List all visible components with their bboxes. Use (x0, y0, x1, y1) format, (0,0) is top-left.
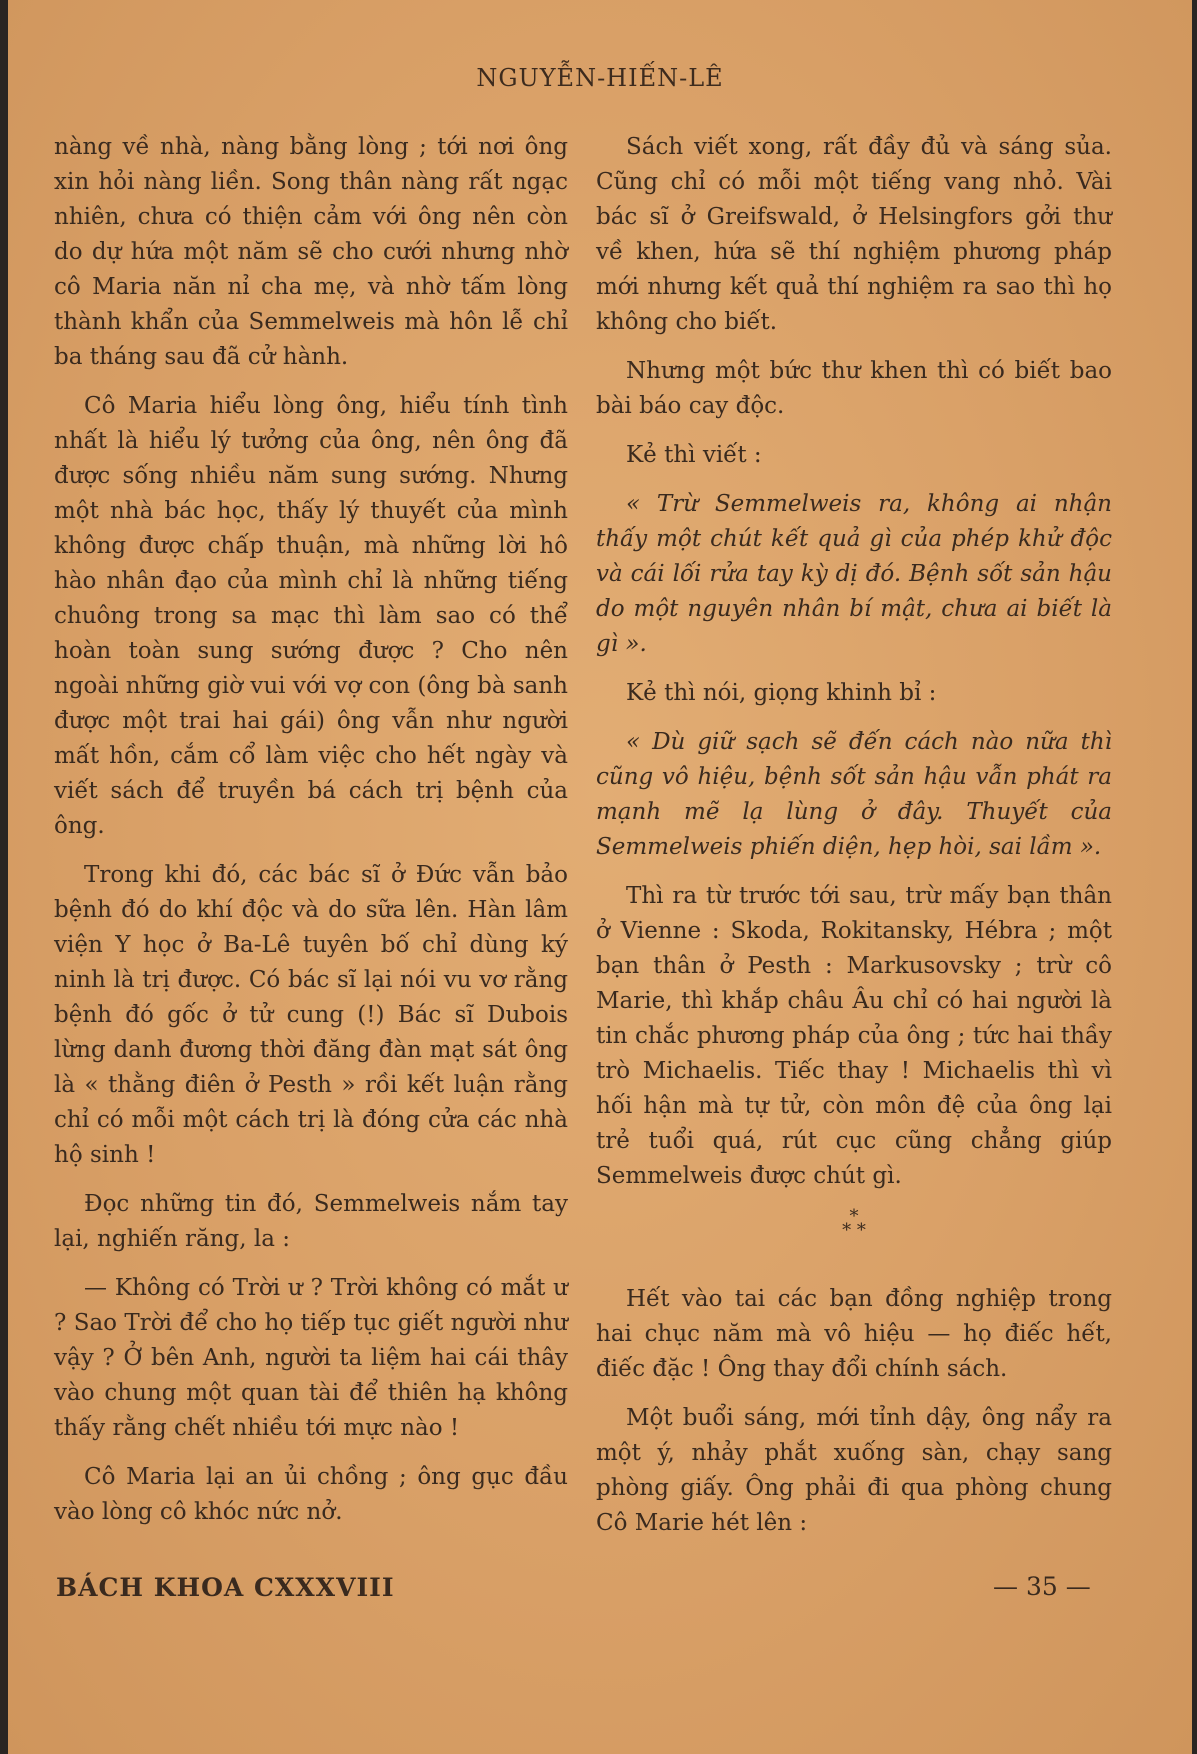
running-header: NGUYỄN-HIẾN-LÊ (476, 64, 724, 92)
paragraph: — Không có Trời ư ? Trời không có mắt ư ? Sao Trời để cho họ tiếp tục giết người như vậy ? Ở bên Anh, người ta liệm hai cái thây vào chung một quan tài để thiên hạ không thấy rằng chết nhiều tới mực nào ! (54, 1275, 568, 1441)
paragraph: Kẻ thì nói, giọng khinh bỉ : (626, 680, 937, 706)
paragraph: Thì ra từ trước tới sau, trừ mấy bạn thân ở Vienne : Skoda, Rokitansky, Hébra ; một bạn thân ở Pesth : Markusovsky ; trừ cô Marie, thì khắp châu Âu chỉ có hai người là tin chắc phương pháp của ông ; tức hai thầy trò Michaelis. Tiếc thay ! Michaelis thì vì hối hận mà tự tử, còn môn đệ của ông lại trẻ tuổi quá, rút cục cũng chẳng giúp Semmelweis được chút gì. (596, 883, 1112, 1189)
paragraph: Một buổi sáng, mới tỉnh dậy, ông nẩy ra một ý, nhảy phắt xuống sàn, chạy sang phòng giấy. Ông phải đi qua phòng chung Cô Marie hét lên : (596, 1405, 1112, 1536)
asterisk-left: * (842, 1220, 852, 1241)
paragraph: Nhưng một bức thư khen thì có biết bao bài báo cay độc. (596, 358, 1112, 419)
magazine-page (8, 0, 1192, 1754)
asterisk-pair (596, 1220, 1112, 1241)
paragraph: Cô Maria lại an ủi chồng ; ông gục đầu vào lòng cô khóc nức nở. (54, 1464, 568, 1525)
right-column (596, 130, 1112, 1555)
paragraph: Cô Maria hiểu lòng ông, hiểu tính tình nhất là hiểu lý tưởng của ông, nên ông đã được sống nhiều năm sung sướng. Nhưng một nhà bác học, thấy lý thuyết của mình không được chấp thuận, mà những lời hô hào nhân đạo của mình chỉ là những tiếng chuông trong sa mạc thì làm sao có thể hoàn toàn sung sướng được ? Cho nên ngoài những giờ vui với vợ con (ông bà sanh được một trai hai gái) ông vẫn như người mất hồn, cắm cổ làm việc cho hết ngày và viết sách để truyền bá cách trị bệnh của ông. (54, 393, 568, 839)
paragraph: Trong khi đó, các bác sĩ ở Đức vẫn bảo bệnh đó do khí độc và do sữa lên. Hàn lâm viện Y học ở Ba-Lê tuyên bố chỉ dùng ký ninh là trị được. Có bác sĩ lại nói vu vơ rằng bệnh đó gốc ở tử cung (!) Bác sĩ Dubois lừng danh đương thời đăng đàn mạt sát ông là « thằng điên ở Pesth » rồi kết luận rằng chỉ có mỗi một cách trị là đóng cửa các nhà hộ sinh ! (54, 862, 568, 1168)
paragraph: Đọc những tin đó, Semmelweis nắm tay lại, nghiến răng, la : (54, 1191, 568, 1252)
section-break-asterisks (596, 1206, 1112, 1241)
paragraph: Kẻ thì viết : (626, 442, 762, 468)
quote-paragraph: « Trừ Semmelweis ra, không ai nhận thấy một chút kết quả gì của phép khử độc và cái lối rửa tay kỳ dị đó. Bệnh sốt sản hậu do một nguyên nhân bí mật, chưa ai biết là gì ». (596, 491, 1112, 657)
asterisk-right: * (856, 1220, 866, 1241)
left-column (54, 130, 568, 1544)
paragraph: Sách viết xong, rất đầy đủ và sáng sủa. Cũng chỉ có mỗi một tiếng vang nhỏ. Vài bác sĩ ở Greifswald, ở Helsingfors gởi thư về khen, hứa sẽ thí nghiệm phương pháp mới nhưng kết quả thí nghiệm ra sao thì họ không cho biết. (596, 134, 1112, 335)
paragraph: Hết vào tai các bạn đồng nghiệp trong hai chục năm mà vô hiệu — họ điếc hết, điếc đặc ! Ông thay đổi chính sách. (596, 1286, 1112, 1382)
page-number: — 35 — (993, 1572, 1091, 1601)
publication-footer: BÁCH KHOA CXXXVIII (56, 1573, 395, 1602)
asterisk-top: * (849, 1206, 859, 1227)
quote-paragraph: « Dù giữ sạch sẽ đến cách nào nữa thì cũng vô hiệu, bệnh sốt sản hậu vẫn phát ra mạnh mẽ lạ lùng ở đây. Thuyết của Semmelweis phiến diện, hẹp hòi, sai lầm ». (596, 729, 1112, 860)
paragraph: nàng về nhà, nàng bằng lòng ; tới nơi ông xin hỏi nàng liền. Song thân nàng rất ngạc nhiên, chưa có thiện cảm với ông nên còn do dự hứa một năm sẽ cho cưới nhưng nhờ cô Maria năn nỉ cha mẹ, và nhờ tấm lòng thành khẩn của Semmelweis mà hôn lễ chỉ ba tháng sau đã cử hành. (54, 134, 568, 370)
